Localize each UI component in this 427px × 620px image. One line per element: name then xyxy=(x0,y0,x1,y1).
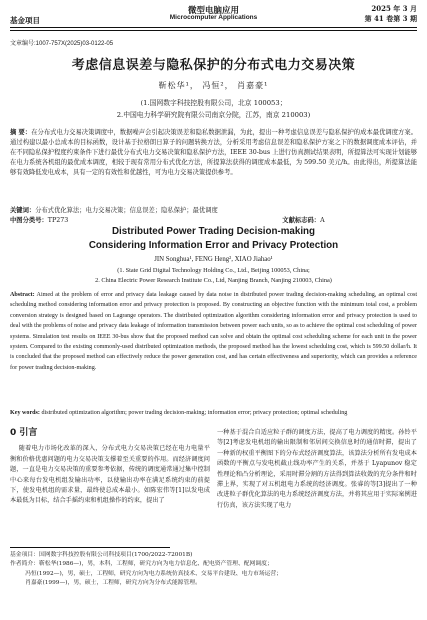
volume-issue: 第 41 卷第 3 期 xyxy=(364,14,417,23)
running-header xyxy=(10,4,417,26)
affiliation-cn-1: (1.国网数字科技控股有限公司，北京 100053； xyxy=(140,99,287,107)
abstract-cn-label: 摘 要： xyxy=(10,129,32,136)
journal-title-en: Microcomputer Applications xyxy=(169,14,258,21)
doc-code-label: 文献标志码： xyxy=(282,217,321,224)
keywords-en xyxy=(10,408,417,418)
footnote-funding: 基金项目：国网数字科技控股有限公司科技项目(1700/2022-72001B) xyxy=(10,552,193,558)
clc-value: TP273 xyxy=(47,217,69,224)
article-category: 基金项目 xyxy=(10,16,40,25)
body-paragraph-left: 随着电力市场化改革的深入，分布式电力交易决策已经在电力电量平衡和价格优惠问题的电力交易决策支撑着至关重要的作用。而经济调度问题，一直是电力交易决策的重要参考依据，传统的调度通常通过集中控制中心来每台发电机组发输出功率，以使输出功率在满足系统约束的前提下，使发电机组的需求量，最终使总成本最小。如陈宏伟等[1]以发电成本最低为目标，结合手摇约束和机组操作的约束，提出了 xyxy=(10,445,210,505)
abstract-en xyxy=(10,290,417,407)
paper-title-cn: 考虑信息误差与隐私保护的分布式电力交易决策 xyxy=(71,58,356,73)
body-left-column xyxy=(10,428,210,507)
keywords-cn xyxy=(10,206,417,216)
keywords-en-text: distributed optimization algorithm; power trading decision-making; information error; privacy protection; optimal scheduling xyxy=(41,410,348,416)
abstract-cn xyxy=(10,128,417,200)
keywords-cn-text: 分布式优化算法；电力交易决策；信息误差；隐私保护；最优调度 xyxy=(35,207,218,214)
body-paragraph-right: 一种基于混合自适应粒子群的调度方法，提高了电力调度的精度。孙铃平等[2]考虑发电机组的输出限制和邻居间交换信息时的通信时滞，提出了一种新的权重平衡图下的分布式经济调度算法，该算法分析所有发电成本函数的平衡点与发电机截止线功率产生的关系，并基于 Lyapunov 稳定性理论和凸分析理论，采用时滞分割的方法得到算法收敛的充分条件和时滞上界，实现了对五机组电力系统的经济调度。张睿的等[3]提出了一种改进粒子群优化算法的电力系统经济调度方法，并将其应用于实际案例进行仿真，该方法实现了电力 xyxy=(217,429,417,509)
doc-code-value: A xyxy=(320,217,325,224)
clc-label: 中图分类号： xyxy=(10,217,48,224)
affiliation-en-2: 2. China Electric Power Research Institute Co., Ltd, Nanjing Branch, Nanjing 210003, China) xyxy=(95,277,332,284)
header-rule-thick xyxy=(10,27,417,28)
keywords-cn-label: 关键词： xyxy=(10,207,36,214)
footnote-author-2: 冯恒(1992—)，男，硕士，工程师，研究方向为电力系统仿真技术、交易平台建设、电力市场运营； xyxy=(25,570,283,577)
abstract-en-label: Abstract: xyxy=(10,292,35,298)
paper-title-en-line1: Distributed Power Trading Decision-making xyxy=(111,226,316,237)
article-number: 文章编号:1007-757X(2025)03-0122-05 xyxy=(10,41,114,47)
issue-date: 2025 年 3 月 xyxy=(371,4,417,13)
body-right-column xyxy=(217,428,417,511)
authors-cn: 靳松华¹， 冯恒²， 肖嘉豪¹ xyxy=(158,81,269,90)
paper-title-en-line2: Considering Information Error and Privacy Protection xyxy=(88,240,339,251)
footnote-author-1: 作者简介：靳松华(1986—)，男，本科，工程师，研究方向为电力信息化、配电资产管理、配网调度； xyxy=(10,561,273,568)
affiliation-cn-2: 2.中国电力科学研究院有限公司南京分院，江苏，南京 210003) xyxy=(116,111,311,119)
classification-line xyxy=(10,216,417,226)
footnote-rule xyxy=(10,547,170,548)
footnote-author-3: 肖嘉豪(1999—)，男，硕士，工程师，研究方向为分布式能源管理。 xyxy=(25,580,201,587)
header-rule-thin xyxy=(10,30,417,31)
abstract-cn-text: 在分布式电力交易决策调度中，数据噪声会引起决策误差和隐私数据泄漏，为此，提出一种考虑信息误差与隐私保护的成本最优调度方案。通过构建以最小总成本的目标函数，设计基于拉格朗日算子的问题转换方法，分析采用考虑信息误差和隐私保护方案之下的数据调度成本评估，并在不同隐私保护程度约束条件下进行最优分布式电力交易决策和隐私保护方法，IEEE 30-bus 上进行仿真测试结果表明，所提算法可实现计划能够在电力系统各机组的最优成本调度，相较于现有常用分布式优化方法，所提算法获得的调度成本最低，为 599.50 美元/h。由此得出，所提算法能够有效降低发电成本，具有一定的有效性和优越性，可为电力交易决策提供参考。 xyxy=(10,129,417,176)
affiliation-en-1: (1. State Grid Digital Technology Holding Co., Ltd., Beijing 100053, China; xyxy=(117,267,310,274)
keywords-en-label: Key words: xyxy=(10,410,40,416)
authors-en: JIN Songhua¹, FENG Heng², XIAO Jiahao¹ xyxy=(154,256,273,263)
abstract-en-text: Aimed at the problem of error and privacy data leakage caused by data noise in distributed power trading decision-making scheduling, an optimal cost scheduling method considering information error and privacy protection is proposed. By constructing an objective function with the minimum total cost, a problem conversion strategy is designed based on Lagrange operators. The distributed optimization algorithm considering information error and privacy protection is used to deal with the problems of noise and privacy data leakage of information transmission between power each units, so as to achieve the optimal cost scheduling of power systems. Simulation test results on IEEE 30-bus show that the proposed method can solve and obtain the optimal cost scheduling scheme for each unit in the power system. Compared to the existing commonly-used distributed optimization methods, the proposed method has the lowest scheduling cost, which is 599.50 dollar/h. It is concluded that the proposed method can effectively reduce the power generation cost, and has certain effectiveness and superiority, which can provides a reference for power trading decision-making. xyxy=(10,292,418,371)
footnotes xyxy=(10,551,417,589)
section-heading-introduction: 0 引言 xyxy=(10,428,38,438)
journal-title-cn: 微型电脑应用 xyxy=(187,6,239,16)
